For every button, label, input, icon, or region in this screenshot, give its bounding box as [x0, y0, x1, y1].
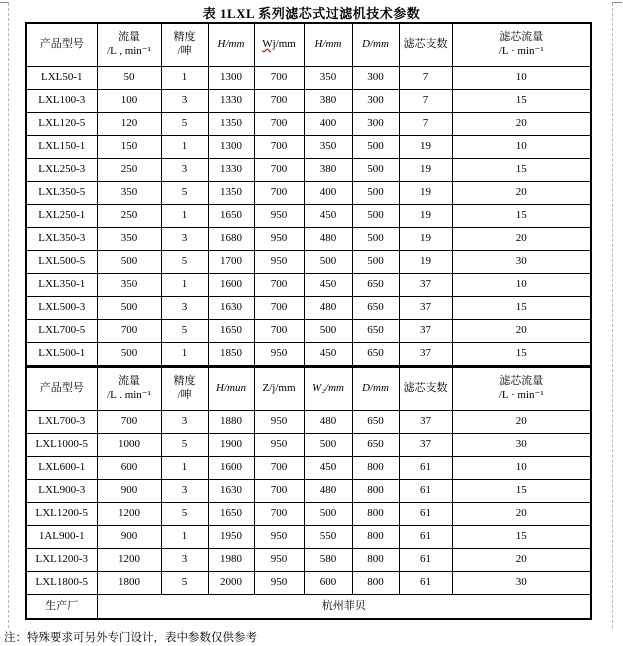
table-cell: 37	[399, 434, 452, 457]
table-cell: 1300	[208, 67, 254, 90]
table-cell: 500	[352, 251, 399, 274]
table-cell: 400	[304, 113, 352, 136]
table-row	[26, 526, 591, 549]
table-cell: 1630	[208, 297, 254, 320]
table-cell: 10	[452, 136, 591, 159]
table-row	[26, 205, 591, 228]
table-cell: 20	[452, 113, 591, 136]
table-cell: 700	[254, 182, 304, 205]
table-row	[26, 274, 591, 297]
table-cell: 580	[304, 549, 352, 572]
table-cell: 1600	[208, 274, 254, 297]
table-cell: 5	[161, 113, 208, 136]
table-cell: 61	[399, 572, 452, 595]
table-cell: 1650	[208, 320, 254, 343]
table-cell: 3	[161, 90, 208, 113]
table-row	[26, 182, 591, 205]
table-cell: 1650	[208, 503, 254, 526]
column-header: Wj/mm	[254, 23, 304, 67]
table-cell: 61	[399, 549, 452, 572]
table-cell: 1650	[208, 205, 254, 228]
table-cell: 1950	[208, 526, 254, 549]
table-footer-section	[26, 595, 591, 620]
table-row	[26, 457, 591, 480]
table-cell: 480	[304, 228, 352, 251]
table-cell: 1	[161, 457, 208, 480]
table-cell: 15	[452, 343, 591, 367]
table-cell: 900	[97, 480, 161, 503]
table-cell: 250	[97, 159, 161, 182]
table-cell: 1	[161, 526, 208, 549]
manufacturer-label: 生产厂	[26, 595, 97, 620]
table-cell: LXL500-5	[26, 251, 97, 274]
table-section-2	[26, 367, 591, 595]
table-cell: 5	[161, 251, 208, 274]
table-cell: 1630	[208, 480, 254, 503]
table-cell: 61	[399, 480, 452, 503]
table-cell: 120	[97, 113, 161, 136]
column-header: 滤芯流量 /L · min⁻¹	[452, 23, 591, 67]
table-cell: 1AL900-1	[26, 526, 97, 549]
table-cell: 300	[352, 90, 399, 113]
table-cell: 500	[97, 343, 161, 367]
table-cell: 350	[97, 182, 161, 205]
page-title: 表 1LXL 系列滤芯式过滤机技术参数	[202, 6, 421, 21]
table-cell: 800	[352, 503, 399, 526]
column-header: D/mm	[352, 367, 399, 411]
table-cell: 500	[304, 320, 352, 343]
table-cell: 950	[254, 251, 304, 274]
table-cell: 1330	[208, 90, 254, 113]
table-cell: 700	[254, 503, 304, 526]
table-row	[26, 159, 591, 182]
table-cell: 1680	[208, 228, 254, 251]
table-row	[26, 411, 591, 434]
table-cell: 3	[161, 159, 208, 182]
section1-header-row	[26, 23, 591, 67]
table-cell: 480	[304, 297, 352, 320]
table-cell: 15	[452, 480, 591, 503]
footnote: 注：特殊要求可另外专门设计，表中参数仅供参考	[4, 632, 257, 644]
table-cell: 19	[399, 251, 452, 274]
page-boundary-line-left	[8, 3, 9, 628]
table-cell: 7	[399, 90, 452, 113]
table-cell: 700	[254, 274, 304, 297]
table-cell: 500	[352, 205, 399, 228]
table-cell: 10	[452, 274, 591, 297]
table-cell: 800	[352, 526, 399, 549]
table-cell: 3	[161, 480, 208, 503]
table-cell: 61	[399, 457, 452, 480]
table-cell: 700	[254, 136, 304, 159]
table-cell: 19	[399, 136, 452, 159]
table-row	[26, 549, 591, 572]
table-cell: 1	[161, 274, 208, 297]
table-cell: 400	[304, 182, 352, 205]
table-cell: 3	[161, 228, 208, 251]
table-cell: 950	[254, 205, 304, 228]
table-cell: 800	[352, 549, 399, 572]
table-cell: 950	[254, 549, 304, 572]
table-cell: 1350	[208, 113, 254, 136]
table-cell: 500	[304, 251, 352, 274]
table-cell: 37	[399, 343, 452, 367]
table-cell: 1000	[97, 434, 161, 457]
table-cell: 500	[304, 434, 352, 457]
page-boundary-line-right	[612, 3, 613, 628]
table-cell: 19	[399, 182, 452, 205]
table-cell: 1	[161, 67, 208, 90]
table-cell: LXL350-5	[26, 182, 97, 205]
column-header: H/mm	[304, 23, 352, 67]
table-cell: 61	[399, 526, 452, 549]
table-row	[26, 343, 591, 367]
table-cell: LXL700-5	[26, 320, 97, 343]
table-cell: 37	[399, 411, 452, 434]
table-cell: LXL1200-5	[26, 503, 97, 526]
table-cell: 550	[304, 526, 352, 549]
column-header: 精度 /呻	[161, 367, 208, 411]
table-cell: LXL500-1	[26, 343, 97, 367]
table-cell: 3	[161, 549, 208, 572]
table-cell: 350	[304, 67, 352, 90]
table-cell: 650	[352, 343, 399, 367]
table-cell: 5	[161, 434, 208, 457]
table-cell: 380	[304, 90, 352, 113]
table-cell: 15	[452, 90, 591, 113]
table-cell: 700	[254, 113, 304, 136]
table-cell: 37	[399, 297, 452, 320]
table-cell: 500	[352, 159, 399, 182]
table-cell: 950	[254, 572, 304, 595]
table-cell: LXL350-3	[26, 228, 97, 251]
table-cell: LXL1800-5	[26, 572, 97, 595]
table-row	[26, 320, 591, 343]
column-header: 产品型号	[26, 367, 97, 411]
table-cell: 1200	[97, 503, 161, 526]
table-row	[26, 434, 591, 457]
table-row	[26, 136, 591, 159]
table-cell: 600	[97, 457, 161, 480]
table-cell: 37	[399, 274, 452, 297]
table-cell: LXL350-1	[26, 274, 97, 297]
table-cell: LXL250-3	[26, 159, 97, 182]
column-header: H/mm	[208, 23, 254, 67]
table-cell: LXL100-3	[26, 90, 97, 113]
column-header: H/mun	[208, 367, 254, 411]
table-row	[26, 572, 591, 595]
table-row	[26, 113, 591, 136]
table-cell: 1	[161, 343, 208, 367]
table-cell: 19	[399, 205, 452, 228]
table-cell: 480	[304, 480, 352, 503]
table-cell: 3	[161, 411, 208, 434]
table-cell: 800	[352, 457, 399, 480]
column-header: 滤芯流量 /L · min⁻¹	[452, 367, 591, 411]
column-header: 产品型号	[26, 23, 97, 67]
column-header: 流量 /L , min⁻¹	[97, 23, 161, 67]
table-cell: 37	[399, 320, 452, 343]
column-header: W₂/mm	[304, 367, 352, 411]
table-cell: 7	[399, 67, 452, 90]
section2-header-row	[26, 367, 591, 411]
table-cell: 19	[399, 228, 452, 251]
table-cell: 450	[304, 343, 352, 367]
column-header: D/mm	[352, 23, 399, 67]
table-cell: LXL50-1	[26, 67, 97, 90]
table-cell: LXL250-1	[26, 205, 97, 228]
table-cell: LXL600-1	[26, 457, 97, 480]
table-cell: 61	[399, 503, 452, 526]
table-cell: 500	[97, 297, 161, 320]
table-cell: LXL1000-5	[26, 434, 97, 457]
table-cell: 20	[452, 503, 591, 526]
table-cell: 2000	[208, 572, 254, 595]
table-section-1	[26, 23, 591, 367]
table-cell: 700	[97, 320, 161, 343]
table-row	[26, 251, 591, 274]
table-cell: 1800	[97, 572, 161, 595]
table-cell: 700	[254, 480, 304, 503]
table-cell: 10	[452, 457, 591, 480]
table-cell: 20	[452, 228, 591, 251]
table-cell: 700	[254, 320, 304, 343]
table-cell: 350	[304, 136, 352, 159]
table-cell: 1200	[97, 549, 161, 572]
table-cell: 30	[452, 434, 591, 457]
table-cell: 150	[97, 136, 161, 159]
table-cell: 5	[161, 182, 208, 205]
table-cell: 300	[352, 113, 399, 136]
table-cell: 1600	[208, 457, 254, 480]
table-row	[26, 90, 591, 113]
table-row	[26, 228, 591, 251]
table-cell: 15	[452, 526, 591, 549]
table-cell: LXL700-3	[26, 411, 97, 434]
table-row	[26, 503, 591, 526]
table-cell: 100	[97, 90, 161, 113]
table-cell: 450	[304, 274, 352, 297]
column-header: 滤芯支数	[399, 367, 452, 411]
table-cell: 1880	[208, 411, 254, 434]
table-cell: 700	[254, 67, 304, 90]
table-cell: 500	[352, 228, 399, 251]
table-cell: 950	[254, 434, 304, 457]
table-cell: 650	[352, 320, 399, 343]
table-cell: 650	[352, 434, 399, 457]
table-cell: 20	[452, 549, 591, 572]
table-cell: 500	[352, 182, 399, 205]
table-cell: 450	[304, 205, 352, 228]
table-cell: 950	[254, 343, 304, 367]
table-cell: 5	[161, 572, 208, 595]
column-header: 滤芯支数	[399, 23, 452, 67]
table-cell: 20	[452, 320, 591, 343]
table-cell: 700	[97, 411, 161, 434]
table-cell: 300	[352, 67, 399, 90]
table-cell: 380	[304, 159, 352, 182]
table-cell: 20	[452, 411, 591, 434]
table-cell: 450	[304, 457, 352, 480]
table-cell: LXL500-3	[26, 297, 97, 320]
table-cell: 1700	[208, 251, 254, 274]
table-row	[26, 297, 591, 320]
table-cell: 1	[161, 136, 208, 159]
table-cell: 500	[304, 503, 352, 526]
table-cell: 1900	[208, 434, 254, 457]
table-row	[26, 67, 591, 90]
table-cell: 15	[452, 205, 591, 228]
table-cell: 7	[399, 113, 452, 136]
table-cell: LXL1200-3	[26, 549, 97, 572]
table-cell: 900	[97, 526, 161, 549]
table-cell: 1980	[208, 549, 254, 572]
table-cell: 3	[161, 297, 208, 320]
table-cell: LXL150-1	[26, 136, 97, 159]
table-cell: 700	[254, 159, 304, 182]
table-cell: 500	[352, 136, 399, 159]
table-cell: 950	[254, 228, 304, 251]
column-header: 精度 /呻	[161, 23, 208, 67]
table-cell: 30	[452, 572, 591, 595]
table-cell: 10	[452, 67, 591, 90]
table-row	[26, 480, 591, 503]
table-cell: 1330	[208, 159, 254, 182]
table-cell: 650	[352, 297, 399, 320]
table-cell: 1850	[208, 343, 254, 367]
table-cell: 700	[254, 90, 304, 113]
table-cell: 1	[161, 205, 208, 228]
spec-table	[25, 22, 592, 620]
table-cell: 19	[399, 159, 452, 182]
table-cell: 30	[452, 251, 591, 274]
table-cell: 350	[97, 274, 161, 297]
column-header: Z/j/mm	[254, 367, 304, 411]
table-cell: 1350	[208, 182, 254, 205]
table-cell: 20	[452, 182, 591, 205]
table-cell: 250	[97, 205, 161, 228]
table-cell: 950	[254, 526, 304, 549]
table-cell: 5	[161, 320, 208, 343]
table-cell: 480	[304, 411, 352, 434]
table-cell: 15	[452, 297, 591, 320]
table-cell: LXL120-5	[26, 113, 97, 136]
table-cell: 700	[254, 297, 304, 320]
column-header: 流量 /L . min⁻¹	[97, 367, 161, 411]
table-cell: 650	[352, 274, 399, 297]
table-cell: 950	[254, 411, 304, 434]
table-cell: 700	[254, 457, 304, 480]
manufacturer-value: 杭州菲贝	[97, 595, 591, 620]
table-cell: 1300	[208, 136, 254, 159]
spellcheck-underlined-text: Wj	[262, 38, 276, 51]
table-cell: 350	[97, 228, 161, 251]
table-cell: 800	[352, 480, 399, 503]
table-cell: 50	[97, 67, 161, 90]
table-cell: 15	[452, 159, 591, 182]
table-cell: LXL900-3	[26, 480, 97, 503]
table-cell: 800	[352, 572, 399, 595]
table-cell: 650	[352, 411, 399, 434]
table-cell: 5	[161, 503, 208, 526]
table-cell: 600	[304, 572, 352, 595]
manufacturer-row	[26, 595, 591, 620]
table-cell: 500	[97, 251, 161, 274]
